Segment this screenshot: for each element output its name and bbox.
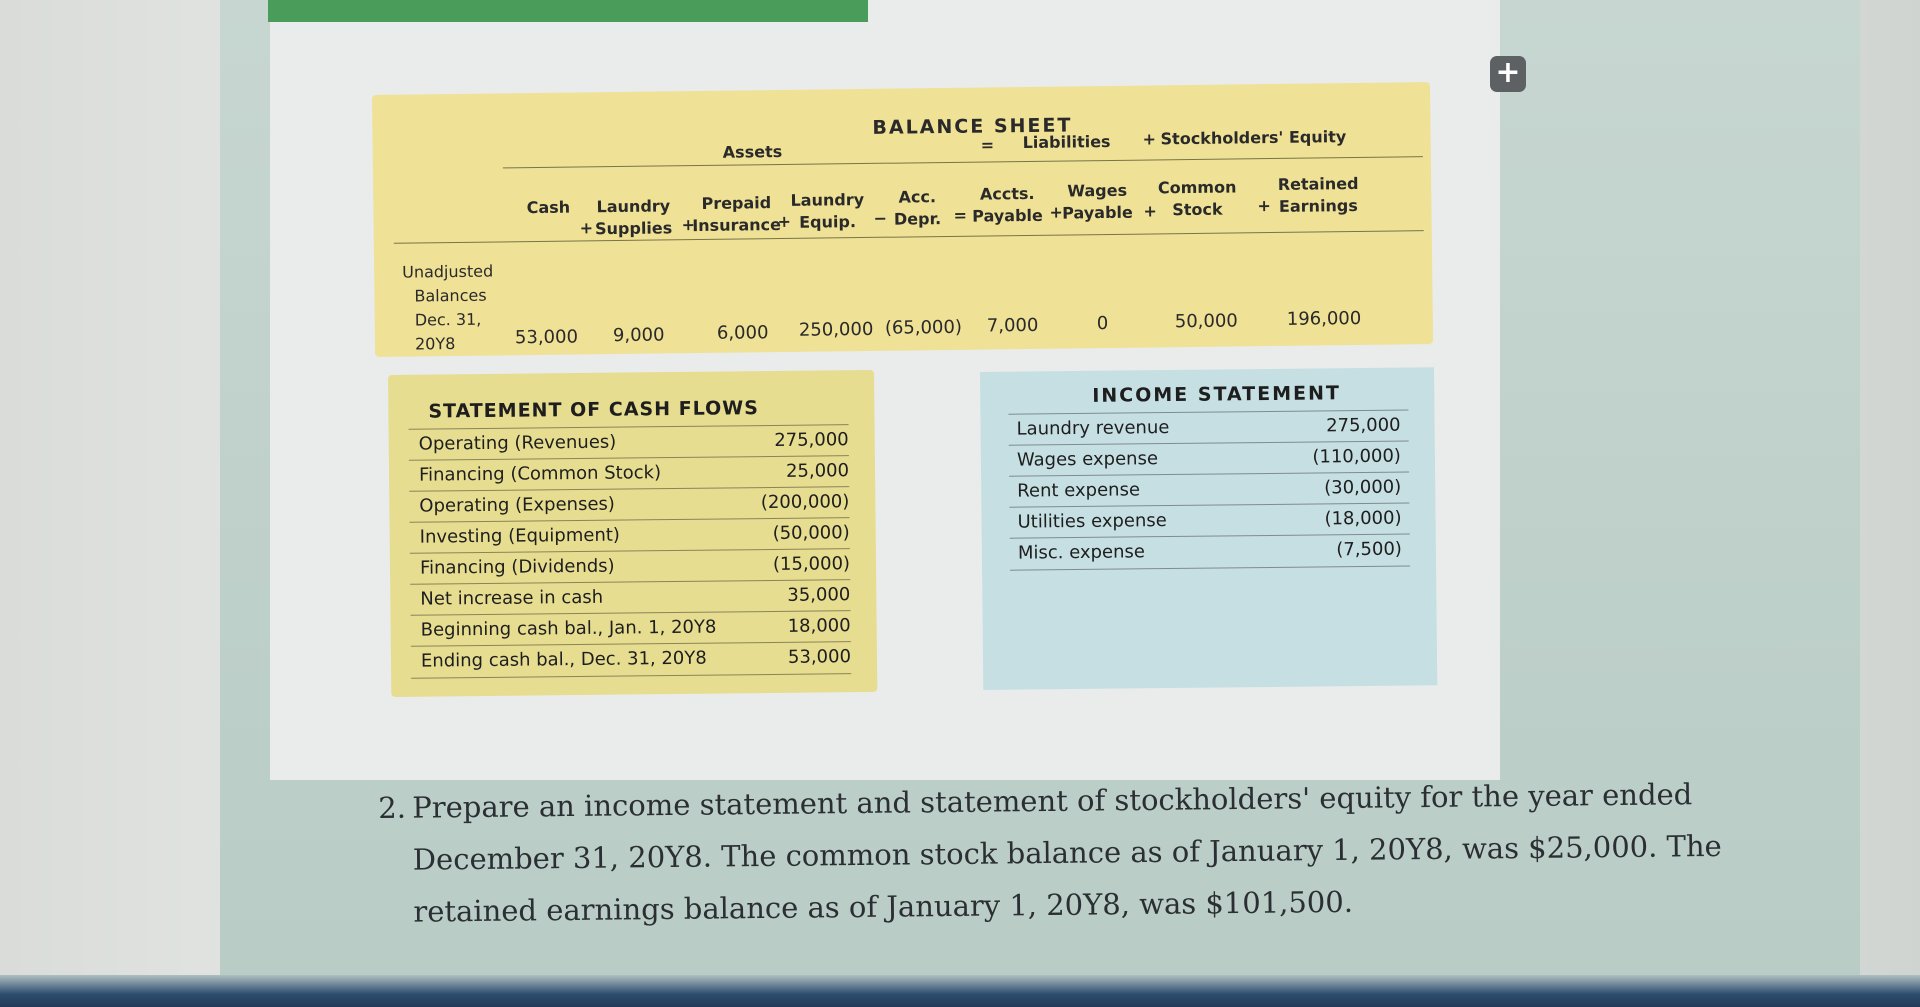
value-acc-depr: (65,000) <box>884 316 963 339</box>
col-cash: Cash <box>526 197 571 218</box>
row-label-unadjusted: Unadjusted Balances Dec. 31, 20Y8 <box>402 261 494 354</box>
header-rule <box>394 230 1424 244</box>
op-3: + <box>777 211 792 232</box>
op-6: + <box>1049 202 1064 222</box>
monitor-bezel <box>0 975 1920 1007</box>
cash-flows-title: STATEMENT OF CASH FLOWS <box>428 397 759 423</box>
income-row: Wages expense (110,000) <box>1009 441 1409 477</box>
cash-flow-row: Financing (Common Stock) 25,000 <box>409 455 849 492</box>
op-7: + <box>1143 201 1157 221</box>
col-accts-payable: Accts. Payable <box>972 183 1043 226</box>
income-row: Laundry revenue 275,000 <box>1008 410 1408 446</box>
equals-sign: = <box>980 135 995 155</box>
plus-sign: + <box>1142 129 1157 149</box>
question-text <box>378 767 1810 938</box>
col-common-stock: Common Stock <box>1157 177 1237 220</box>
question-body: Prepare an income statement and statement of stockholders' equity for the year ended December 31, 20Y8. The common stock balance as of January 1, 20Y8, was $25,000. The retained earnings balance as of January 1, 20Y8, was $101,500. <box>412 777 1722 929</box>
cash-flow-row: Beginning cash bal., Jan. 1, 20Y8 18,000 <box>411 610 851 647</box>
value-retained-earnings: 196,000 <box>1286 307 1362 330</box>
cash-flow-row: Operating (Expenses) (200,000) <box>409 486 849 523</box>
cash-flow-row: Ending cash bal., Dec. 31, 20Y8 53,000 <box>411 641 851 679</box>
income-statement-panel <box>980 367 1437 690</box>
op-1: + <box>579 218 594 238</box>
value-cash: 53,000 <box>514 326 579 349</box>
value-laundry-supplies: 9,000 <box>612 324 665 347</box>
income-row: Misc. expense (7,500) <box>1010 534 1410 571</box>
expand-plus-button[interactable] <box>1490 56 1526 92</box>
title-banner <box>268 0 868 22</box>
value-prepaid-insurance: 6,000 <box>716 322 769 344</box>
cash-flow-row: Net increase in cash 35,000 <box>410 579 850 616</box>
liabilities-heading: Liabilities <box>1022 131 1111 153</box>
income-row: Rent expense (30,000) <box>1009 472 1409 508</box>
col-laundry-equip: Laundry Equip. <box>790 189 865 232</box>
col-laundry-supplies: Laundry Supplies <box>594 196 673 239</box>
income-row: Utilities expense (18,000) <box>1009 503 1409 539</box>
equity-heading: Stockholders' Equity <box>1160 127 1347 149</box>
cash-flow-row: Financing (Dividends) (15,000) <box>410 548 850 585</box>
plus-icon: + <box>1495 55 1521 90</box>
group-rule <box>503 156 1423 168</box>
income-statement-title: INCOME STATEMENT <box>1092 382 1342 407</box>
col-prepaid-insurance: Prepaid Insurance <box>692 193 782 236</box>
balance-sheet-title: BALANCE SHEET <box>872 114 1073 139</box>
value-accts-payable: 7,000 <box>986 314 1039 337</box>
cash-flow-row: Investing (Equipment) (50,000) <box>410 517 850 554</box>
question-number: 2. <box>378 790 407 825</box>
value-common-stock: 50,000 <box>1174 310 1238 333</box>
cash-flow-row: Operating (Revenues) 275,000 <box>409 424 849 461</box>
op-5: = <box>953 205 968 225</box>
col-retained-earnings: Retained Earnings <box>1277 173 1359 216</box>
col-acc-depr: Acc. Depr. <box>893 187 942 229</box>
col-wages-payable: Wages Payable <box>1062 180 1133 223</box>
op-2: + <box>681 215 696 235</box>
cash-flows-panel <box>388 370 877 697</box>
op-4: − <box>873 208 888 228</box>
assets-heading: Assets <box>722 141 783 162</box>
op-8: + <box>1257 196 1271 216</box>
balance-sheet-panel <box>372 82 1433 357</box>
value-wages-payable: 0 <box>1096 313 1109 335</box>
value-laundry-equip: 250,000 <box>798 318 874 341</box>
